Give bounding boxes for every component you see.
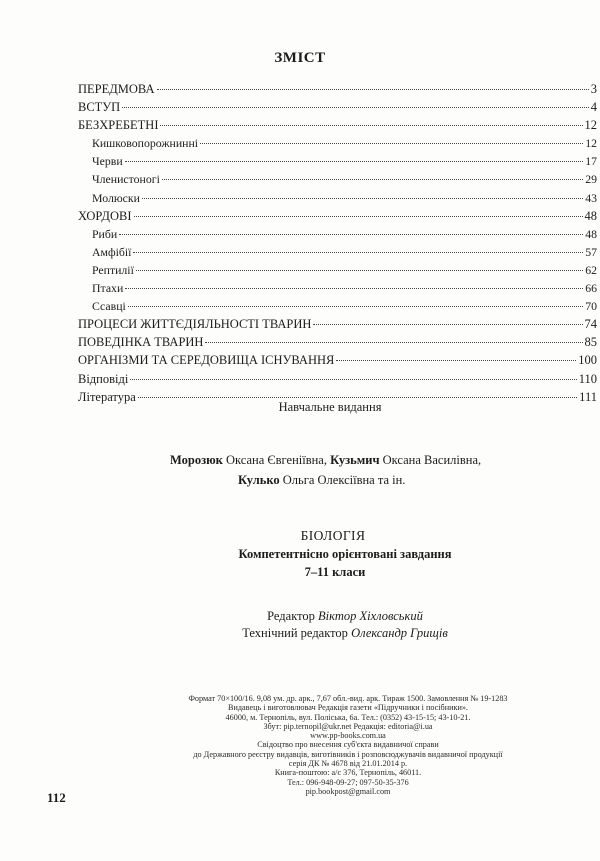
imprint-line: Збут: pip.ternopil@ukr.net Редакція: editoria@i.ua	[263, 721, 433, 731]
imprint-line: Тел.: 096-948-09-27; 097-50-35-376	[287, 777, 409, 787]
editor-line	[0, 608, 600, 625]
author-name: Ольга Олексіївна та ін.	[282, 473, 406, 487]
imprint-line: Книга-поштою: а/с 376, Тернопіль, 46011.	[274, 768, 422, 778]
toc-entry-page: 74	[584, 317, 597, 332]
toc-entry-page: 62	[585, 262, 597, 277]
imprint-line: 46000, м. Тернопіль, вул. Поліська, 6а. Тел.: (0352) 43-15-15; 43-10-21.	[225, 712, 471, 722]
editors-block	[0, 608, 600, 642]
dot-leader	[136, 269, 583, 271]
toc-entry	[78, 207, 597, 225]
imprint-line: Свідоцтво про внесення суб'єкта видавничої справи	[257, 740, 439, 750]
edition-type: Навчальне видання	[278, 400, 382, 414]
imprint-line: Формат 70×100/16. 9,08 ум. др. арк., 7,67 обл.-вид. арк. Тираж 1500. Замовлення № 19-1283	[188, 694, 508, 703]
toc-entry-page: 66	[585, 281, 597, 296]
dot-leader	[162, 178, 583, 180]
imprint-line: www.pp-books.com.ua	[310, 731, 386, 741]
dot-leader	[157, 88, 589, 90]
toc-entry-label: Рептилії	[92, 262, 134, 277]
toc-entry-page: 111	[579, 389, 597, 404]
toc-entry-page: 57	[585, 244, 597, 259]
toc-subentry	[78, 261, 597, 279]
toc-entry-label: ПОВЕДІНКА ТВАРИН	[78, 335, 204, 350]
toc-entry-page: 17	[585, 154, 597, 169]
tech-editor-label: Технічний редактор	[242, 626, 348, 640]
dot-leader	[119, 233, 583, 235]
imprint-line: pip.bookpost@gmail.com	[305, 786, 391, 796]
dot-leader	[205, 341, 582, 343]
toc-entry-label: ХОРДОВІ	[78, 208, 132, 223]
book-grades: 7–11 класи	[304, 565, 366, 579]
table-of-contents	[78, 80, 597, 406]
toc-subentry	[78, 279, 597, 297]
toc-title: ЗМІСТ	[274, 50, 326, 66]
toc-entry	[78, 351, 597, 369]
authors-block	[170, 450, 570, 490]
dot-leader	[133, 251, 583, 253]
toc-entry-label: Молюски	[92, 190, 140, 205]
author-surname: Кулько	[238, 473, 280, 487]
toc-entry-page: 29	[585, 172, 597, 187]
imprint-line: до Державного реєстру видавців, виготівників і розповсюджувачів видавничої продукції	[193, 749, 503, 759]
toc-entry-label: Відповіді	[78, 371, 129, 386]
toc-subentry	[78, 243, 597, 261]
authors-line	[170, 470, 570, 490]
dot-leader	[125, 287, 583, 289]
toc-entry-label: Риби	[92, 226, 118, 241]
toc-entry-page: 12	[584, 118, 597, 133]
author-surname: Морозюк	[170, 453, 223, 467]
toc-entry	[78, 116, 597, 134]
dot-leader	[134, 215, 583, 217]
toc-entry	[78, 98, 597, 116]
toc-entry	[78, 370, 597, 388]
toc-entry-label: БЕЗХРЕБЕТНІ	[78, 118, 159, 133]
toc-entry-label: ПРОЦЕСИ ЖИТТЄДІЯЛЬНОСТІ ТВАРИН	[78, 317, 312, 332]
dot-leader	[313, 323, 582, 325]
toc-entry-page: 43	[585, 190, 597, 205]
toc-entry	[78, 333, 597, 351]
imprint-line: серія ДК № 4678 від 21.01.2014 р.	[288, 759, 408, 769]
toc-entry-label: Членистоногі	[92, 172, 160, 187]
toc-entry-page: 110	[578, 371, 597, 386]
toc-subentry	[78, 297, 597, 315]
dot-leader	[138, 396, 577, 398]
dot-leader	[200, 142, 583, 144]
toc-entry-label: ОРГАНІЗМИ ТА СЕРЕДОВИЩА ІСНУВАННЯ	[78, 353, 335, 368]
toc-entry-page: 70	[585, 299, 597, 314]
toc-entry-label: ВСТУП	[78, 100, 121, 115]
author-surname: Кузьмич	[330, 453, 380, 467]
toc-entry-page: 12	[585, 136, 597, 151]
toc-entry	[78, 315, 597, 333]
toc-entry-label: Ссавці	[92, 299, 126, 314]
author-name: Оксана Євгеніївна,	[226, 453, 327, 467]
editor-label: Редактор	[267, 609, 315, 623]
editor-name: Віктор Хіхловський	[318, 609, 423, 623]
tech-editor-line	[0, 625, 600, 642]
toc-entry-page: 4	[590, 100, 597, 115]
toc-entry-label: Література	[78, 389, 136, 404]
dot-leader	[128, 305, 583, 307]
tech-editor-name: Олександр Грищів	[351, 626, 448, 640]
author-name: Оксана Василівна,	[382, 453, 482, 467]
dot-leader	[122, 106, 589, 108]
toc-entry-label: Амфібії	[92, 244, 132, 259]
toc-entry-page: 48	[584, 208, 597, 223]
dot-leader	[336, 359, 576, 361]
book-title: БІОЛОГІЯ	[300, 528, 366, 543]
toc-entry	[78, 80, 597, 98]
page-number: 112	[47, 790, 66, 805]
toc-entry-label: Черви	[92, 154, 123, 169]
imprint-block	[0, 694, 600, 796]
toc-subentry	[78, 189, 597, 207]
dot-leader	[160, 124, 582, 126]
dot-leader	[125, 160, 584, 162]
imprint-line: Видавець і виготовлювач Редакція газети «Підручники і посібники».	[228, 703, 468, 713]
toc-subentry	[78, 225, 597, 243]
toc-entry-label: ПЕРЕДМОВА	[78, 82, 155, 96]
toc-subentry	[78, 134, 597, 152]
toc-entry-page: 48	[585, 226, 597, 241]
toc-subentry	[78, 170, 597, 188]
dot-leader	[142, 197, 583, 199]
toc-entry-page: 3	[590, 82, 597, 96]
toc-entry-page: 100	[578, 353, 597, 368]
toc-subentry	[78, 152, 597, 170]
authors-line	[170, 450, 570, 470]
toc-entry-label: Кишковопорожнинні	[92, 136, 199, 151]
toc-entry-page: 85	[584, 335, 597, 350]
dot-leader	[130, 378, 576, 380]
book-subtitle: Компетентнісно орієнтовані завдання	[238, 547, 452, 561]
toc-entry-label: Птахи	[92, 281, 124, 296]
